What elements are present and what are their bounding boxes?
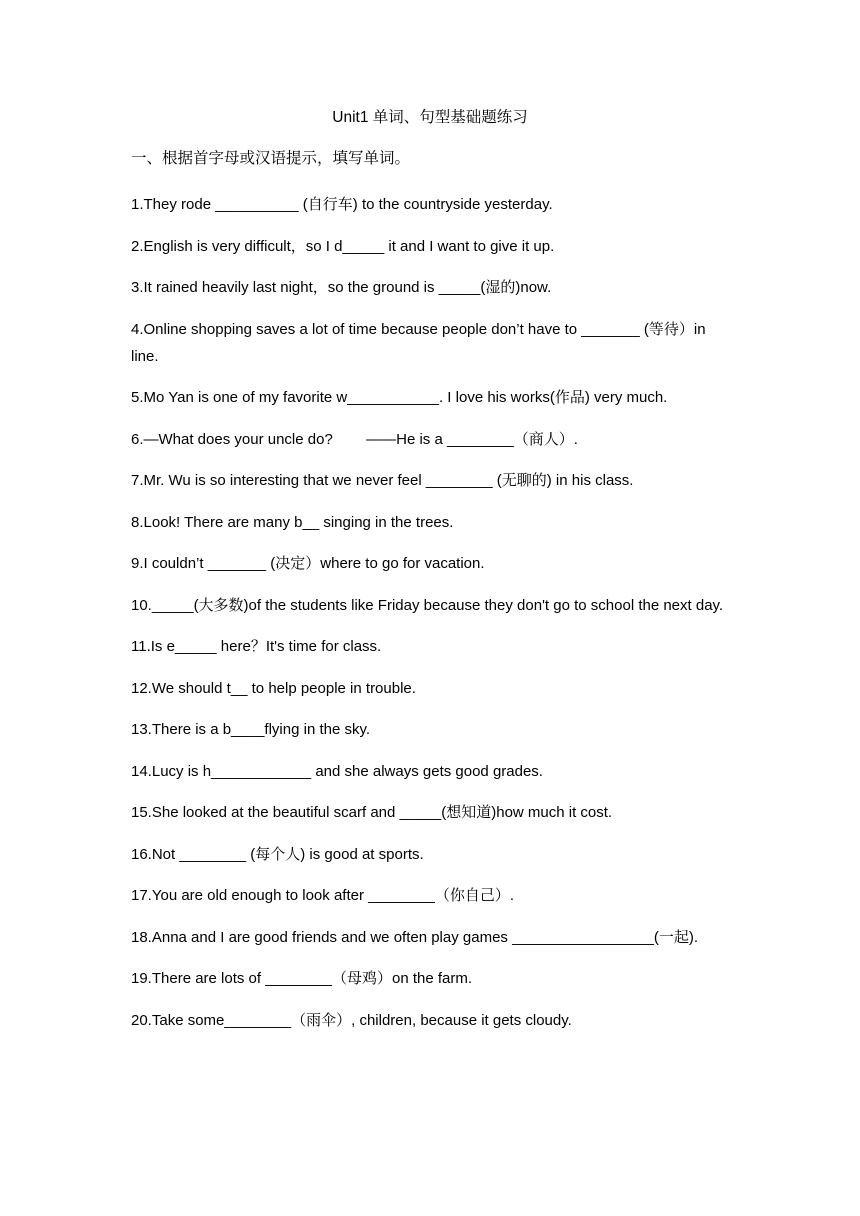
question-14: 14.Lucy is h____________ and she always gets good grades. <box>131 762 543 780</box>
question-16: 16.Not ________ (每个人) is good at sports. <box>131 845 424 863</box>
question-17: 17.You are old enough to look after ________（你自己）. <box>131 887 515 904</box>
question-12: 12.We should t__ to help people in trouble. <box>131 679 416 697</box>
question-4: 4.Online shopping saves a lot of time because people don’t have to _______ (等待）in line. <box>131 320 710 365</box>
question-2: 2.English is very difficult，so I d_____ it and I want to give it up. <box>131 237 555 255</box>
question-3: 3.It rained heavily last night，so the ground is _____(湿的)now. <box>131 279 552 296</box>
question-15: 15.She looked at the beautiful scarf and _____(想知道)how much it cost. <box>131 804 613 821</box>
section-heading: 一、根据首字母或汉语提示，填写单词。 <box>131 150 411 167</box>
question-13: 13.There is a b____flying in the sky. <box>131 721 371 738</box>
question-6: 6.—What does your uncle do? ——He is a ________（商人）. <box>131 430 578 448</box>
question-9: 9.I couldn’t _______ (决定）where to go for vacation. <box>131 555 485 572</box>
question-11: 11.Is e_____ here？It's time for class. <box>131 638 382 655</box>
question-18: 18.Anna and I are good friends and we often play games _________________(一起). <box>131 928 699 946</box>
question-8: 8.Look! There are many b__ singing in the trees. <box>131 513 454 531</box>
question-10: 10._____(大多数)of the students like Friday because they don't go to school the next day. <box>131 596 724 614</box>
question-20: 20.Take some________（雨伞）, children, because it gets cloudy. <box>131 1011 572 1029</box>
question-19: 19.There are lots of ________（母鸡）on the farm. <box>131 970 473 987</box>
page-title: Unit1 单词、句型基础题练习 <box>332 109 528 126</box>
question-1: 1.They rode __________ (自行车) to the countryside yesterday. <box>131 196 553 213</box>
question-5: 5.Mo Yan is one of my favorite w___________. I love his works(作品) very much. <box>131 389 668 406</box>
question-list <box>131 191 731 1048</box>
question-7: 7.Mr. Wu is so interesting that we never feel ________ (无聊的) in his class. <box>131 472 634 489</box>
